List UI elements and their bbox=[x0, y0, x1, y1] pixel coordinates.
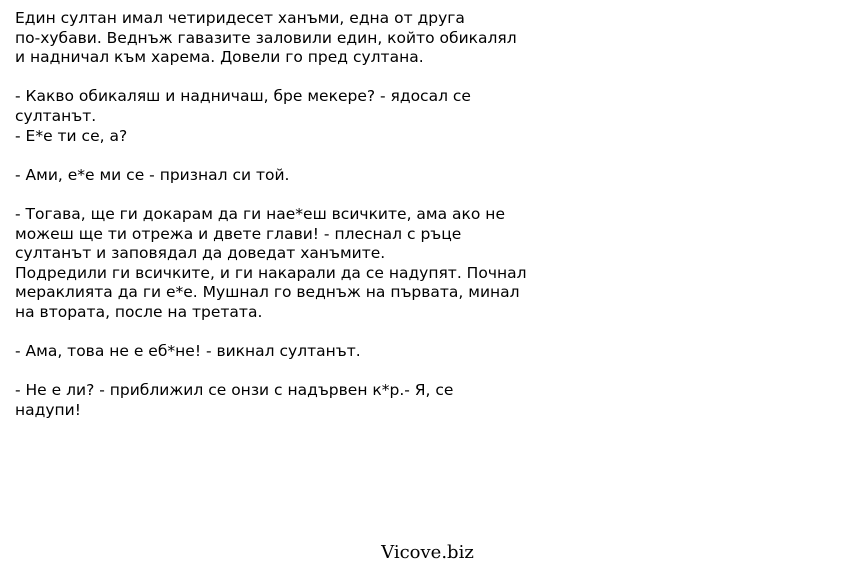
text-line: Подредили ги всичките, и ги накарали да се надупят. Почнал bbox=[15, 263, 527, 282]
joke-text bbox=[15, 9, 615, 420]
text-line: можеш ще ти отрежа и двете глави! - плеснал с ръце bbox=[15, 224, 462, 243]
text-line: надупи! bbox=[15, 400, 81, 419]
text-line: - Ама, това не е еб*не! - викнал султанът. bbox=[15, 342, 361, 361]
text-line: султанът и заповядал да доведат ханъмите. bbox=[15, 244, 386, 263]
text-line: - Тогава, ще ги докарам да ги нае*еш всичките, ама ако не bbox=[15, 204, 505, 223]
blank-line bbox=[15, 146, 615, 166]
text-line: - Не е ли? - приближил се онзи с надървен к*р.- Я, се bbox=[15, 381, 454, 400]
blank-line bbox=[15, 68, 615, 88]
text-line: - Е*е ти се, а? bbox=[15, 126, 128, 145]
text-line: - Какво обикаляш и надничаш, бре мекере? - ядосал се bbox=[15, 87, 471, 106]
text-line: Един султан имал четиридесет ханъми, една от друга bbox=[15, 9, 465, 27]
text-line: султанът. bbox=[15, 106, 97, 125]
text-line: на втората, после на третата. bbox=[15, 302, 263, 321]
blank-line bbox=[15, 362, 615, 382]
blank-line bbox=[15, 185, 615, 205]
text-line: мераклията да ги е*е. Мушнал го веднъж на първата, минал bbox=[15, 283, 520, 302]
text-line: - Ами, е*е ми се - признал си той. bbox=[15, 165, 290, 184]
site-watermark: Vicove.biz bbox=[381, 542, 474, 563]
blank-line bbox=[15, 323, 615, 343]
text-line: по-хубави. Веднъж гавазите заловили един, който обикалял bbox=[15, 28, 517, 47]
text-line: и надничал към харема. Довели го пред султана. bbox=[15, 48, 424, 67]
